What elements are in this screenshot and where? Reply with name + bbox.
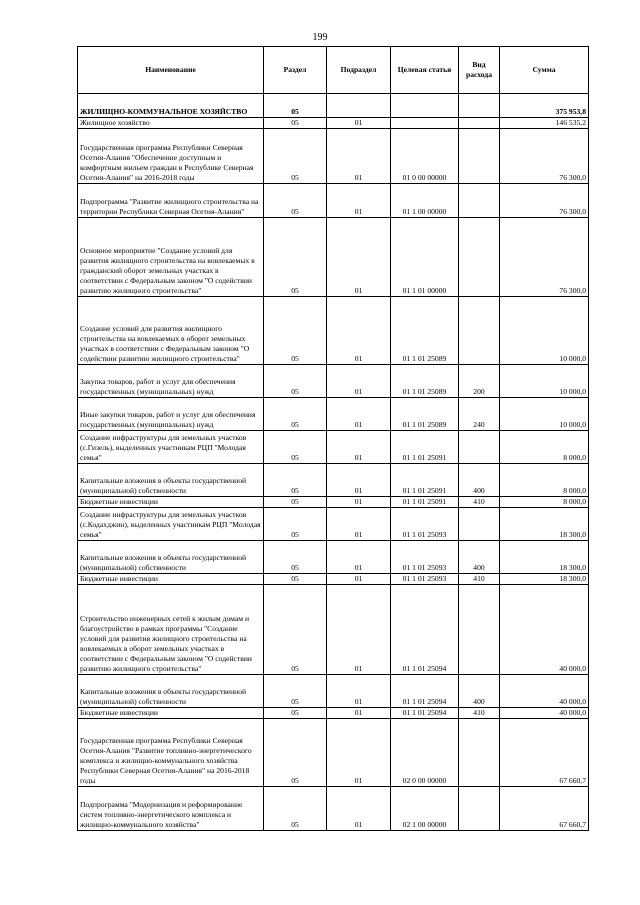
table-row: [78, 94, 589, 118]
cell-expense-type: [459, 184, 500, 218]
cell-amount: 8 000,0: [500, 497, 589, 508]
cell-subsection: 01: [327, 398, 391, 431]
cell-amount: 8 000,0: [500, 431, 589, 464]
cell-name: Бюджетные инвестиции: [78, 497, 264, 508]
cell-subsection: 01: [327, 365, 391, 398]
cell-name: Бюджетные инвестиции: [78, 708, 264, 719]
cell-subsection: 01: [327, 297, 391, 365]
header-section: Раздел: [264, 47, 327, 94]
header-name: Наименование: [78, 47, 264, 94]
cell-section: 05: [264, 398, 327, 431]
cell-name: ЖИЛИЩНО-КОММУНАЛЬНОЕ ХОЗЯЙСТВО: [78, 94, 264, 118]
cell-name: Государственная программа Республики Северная Осетия-Алания "Развитие топливно-энергетического комплекса и жилищно-коммунального хозяйства Республики Северная Осетия-Алания" на 2016-2018 годы: [78, 719, 264, 787]
cell-amount: 18 300,0: [500, 508, 589, 541]
page-number: 199: [312, 32, 328, 43]
cell-target: 01 1 01 25094: [391, 585, 459, 675]
cell-name: Иные закупки товаров, работ и услуг для обеспечения государственных (муниципальных) нужд: [78, 398, 264, 431]
table-row: [78, 431, 589, 464]
cell-expense-type: 410: [459, 708, 500, 719]
cell-amount: 10 000,0: [500, 398, 589, 431]
table-row: [78, 719, 589, 787]
cell-subsection: 01: [327, 218, 391, 297]
table-row: [78, 508, 589, 541]
cell-expense-type: [459, 218, 500, 297]
cell-expense-type: 400: [459, 675, 500, 708]
cell-section: 05: [264, 464, 327, 497]
cell-section: 05: [264, 218, 327, 297]
cell-name: Подпрограмма "Развитие жилищного строительства на территории Республики Северная Осетия-Алания": [78, 184, 264, 218]
cell-subsection: 01: [327, 585, 391, 675]
cell-target: 02 1 00 00000: [391, 787, 459, 831]
header-amount: Сумма: [500, 47, 589, 94]
cell-section: 05: [264, 675, 327, 708]
cell-target: 01 1 01 25093: [391, 574, 459, 585]
cell-target: 01 1 00 00000: [391, 184, 459, 218]
cell-expense-type: [459, 94, 500, 118]
cell-expense-type: 400: [459, 541, 500, 574]
cell-section: 05: [264, 708, 327, 719]
cell-name: Основное мероприятие "Создание условий для развития жилищного строительства на вовлекаемых в гражданский оборот земельных участках в соответствии с Федеральным законом "О содействии развитию жилищного строительства": [78, 218, 264, 297]
cell-name: Капитальные вложения в объекты государственной (муниципальной) собственности: [78, 675, 264, 708]
cell-amount: 76 300,0: [500, 218, 589, 297]
cell-target: 01 1 01 00000: [391, 218, 459, 297]
cell-section: 05: [264, 508, 327, 541]
budget-table: [77, 46, 589, 831]
cell-name: Бюджетные инвестиции: [78, 574, 264, 585]
cell-amount: 375 953,8: [500, 94, 589, 118]
cell-subsection: 01: [327, 464, 391, 497]
cell-subsection: 01: [327, 184, 391, 218]
table-row: [78, 787, 589, 831]
table-row: [78, 129, 589, 184]
cell-amount: 76 300,0: [500, 184, 589, 218]
cell-section: 05: [264, 297, 327, 365]
cell-name: Создание инфраструктуры для земельных участков (с.Кодахджин), выделенных участникам РЦП "Молодая семья": [78, 508, 264, 541]
cell-target: 01 0 00 00000: [391, 129, 459, 184]
cell-name: Жилищное хозяйство: [78, 118, 264, 129]
cell-expense-type: [459, 508, 500, 541]
cell-target: [391, 94, 459, 118]
cell-amount: 8 000,0: [500, 464, 589, 497]
header-subsection: Подраздел: [327, 47, 391, 94]
cell-subsection: 01: [327, 787, 391, 831]
cell-subsection: 01: [327, 118, 391, 129]
cell-subsection: 01: [327, 129, 391, 184]
cell-target: 02 0 00 00000: [391, 719, 459, 787]
cell-target: 01 1 01 25094: [391, 708, 459, 719]
cell-section: 05: [264, 719, 327, 787]
table-row: [78, 464, 589, 497]
cell-target: 01 1 01 25091: [391, 431, 459, 464]
cell-name: Закупка товаров, работ и услуг для обеспечения государственных (муниципальных) нужд: [78, 365, 264, 398]
cell-subsection: 01: [327, 541, 391, 574]
table-header-row: [78, 47, 589, 94]
cell-amount: 18 300,0: [500, 541, 589, 574]
table-row: [78, 675, 589, 708]
cell-amount: 67 660,7: [500, 719, 589, 787]
cell-subsection: 01: [327, 574, 391, 585]
cell-target: 01 1 01 25089: [391, 297, 459, 365]
cell-target: 01 1 01 25089: [391, 398, 459, 431]
cell-expense-type: 240: [459, 398, 500, 431]
header-expense-type: Вид расхода: [459, 47, 500, 94]
table-row: [78, 365, 589, 398]
cell-target: 01 1 01 25091: [391, 464, 459, 497]
cell-amount: 76 300,0: [500, 129, 589, 184]
cell-name: Строительство инженерных сетей к жилым домам и благоустройство в рамках программы "Создание условий для развития жилищного строительства на вовлекаемых в оборот земельных участках в соответствии с Федеральным законом "О содействии развитию жилищного строительства": [78, 585, 264, 675]
cell-amount: 10 000,0: [500, 365, 589, 398]
cell-target: 01 1 01 25094: [391, 675, 459, 708]
cell-subsection: 01: [327, 497, 391, 508]
cell-target: 01 1 01 25093: [391, 508, 459, 541]
cell-expense-type: [459, 585, 500, 675]
cell-name: Создание условий для развития жилищного строительства на вовлекаемых в оборот земельных участках в соответствии с Федеральным законом "О содействии развитию жилищного строительства": [78, 297, 264, 365]
table-row: [78, 585, 589, 675]
cell-name: Капитальные вложения в объекты государственной (муниципальной) собственности: [78, 541, 264, 574]
cell-subsection: [327, 94, 391, 118]
cell-expense-type: 400: [459, 464, 500, 497]
cell-expense-type: 410: [459, 574, 500, 585]
table-row: [78, 297, 589, 365]
cell-subsection: 01: [327, 508, 391, 541]
cell-name: Капитальные вложения в объекты государственной (муниципальной) собственности: [78, 464, 264, 497]
cell-amount: 40 000,0: [500, 675, 589, 708]
cell-expense-type: [459, 787, 500, 831]
cell-expense-type: [459, 719, 500, 787]
cell-section: 05: [264, 787, 327, 831]
cell-amount: 40 000,0: [500, 585, 589, 675]
table-row: [78, 218, 589, 297]
cell-expense-type: [459, 129, 500, 184]
cell-name: Подпрограмма "Модернизация и реформирование систем топливно-энергетического комплекса и жилищно-коммунального хозяйства": [78, 787, 264, 831]
cell-subsection: 01: [327, 719, 391, 787]
cell-section: 05: [264, 541, 327, 574]
cell-section: 05: [264, 365, 327, 398]
cell-section: 05: [264, 184, 327, 218]
cell-section: 05: [264, 585, 327, 675]
cell-section: 05: [264, 94, 327, 118]
cell-target: 01 1 01 25089: [391, 365, 459, 398]
cell-amount: 40 000,0: [500, 708, 589, 719]
table-row: [78, 398, 589, 431]
cell-amount: 67 660,7: [500, 787, 589, 831]
cell-amount: 146 535,2: [500, 118, 589, 129]
cell-amount: 10 000,0: [500, 297, 589, 365]
table-row: [78, 497, 589, 508]
table-row: [78, 574, 589, 585]
cell-expense-type: [459, 118, 500, 129]
cell-subsection: 01: [327, 675, 391, 708]
table-body: [78, 94, 589, 831]
cell-target: 01 1 01 25093: [391, 541, 459, 574]
cell-expense-type: 410: [459, 497, 500, 508]
table-row: [78, 118, 589, 129]
table-row: [78, 184, 589, 218]
cell-amount: 18 300,0: [500, 574, 589, 585]
cell-expense-type: [459, 431, 500, 464]
cell-subsection: 01: [327, 708, 391, 719]
table-row: [78, 541, 589, 574]
cell-section: 05: [264, 497, 327, 508]
cell-section: 05: [264, 118, 327, 129]
cell-name: Государственная программа Республики Северная Осетия-Алания "Обеспечение доступным и комфортным жильем граждан в Республике Северная Осетия-Алания" на 2016-2018 годы: [78, 129, 264, 184]
cell-name: Создание инфраструктуры для земельных участков (с.Гизель), выделенных участникам РЦП "Молодая семья": [78, 431, 264, 464]
table-row: [78, 708, 589, 719]
cell-subsection: 01: [327, 431, 391, 464]
cell-target: 01 1 01 25091: [391, 497, 459, 508]
cell-expense-type: 200: [459, 365, 500, 398]
cell-expense-type: [459, 297, 500, 365]
header-target: Целевая статья: [391, 47, 459, 94]
cell-section: 05: [264, 431, 327, 464]
cell-section: 05: [264, 574, 327, 585]
cell-section: 05: [264, 129, 327, 184]
cell-target: [391, 118, 459, 129]
